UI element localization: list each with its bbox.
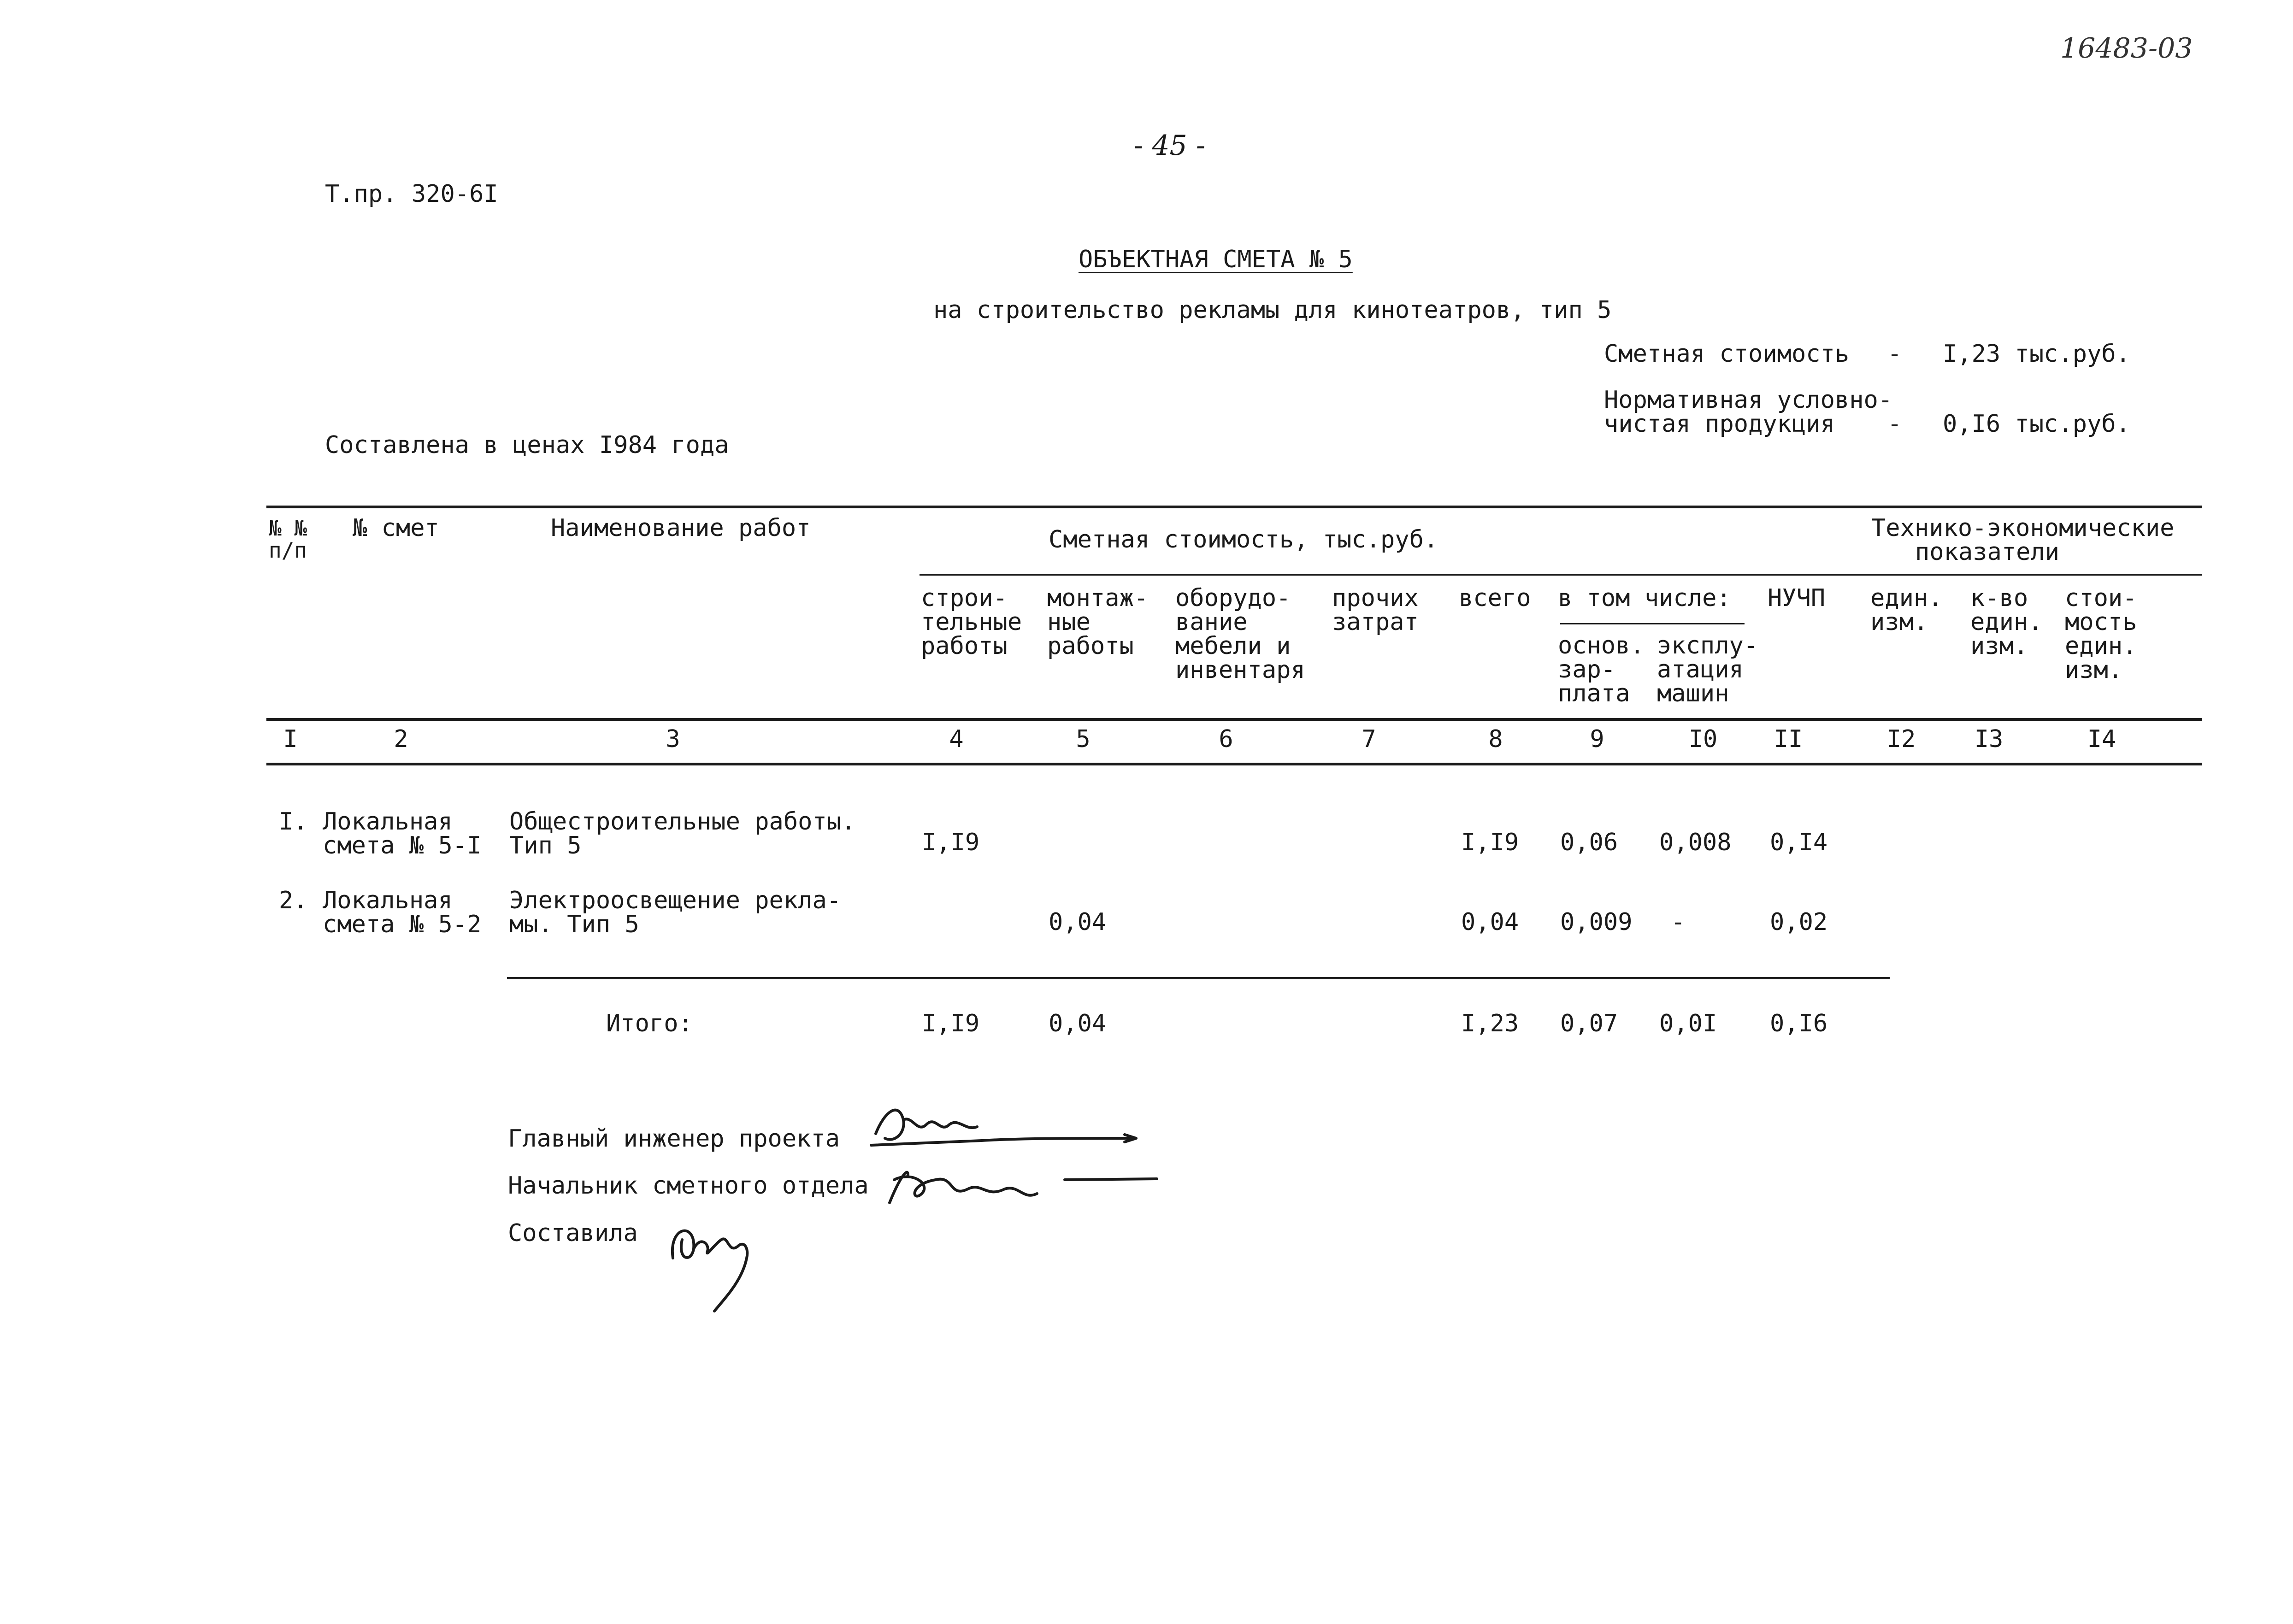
header-machines-2: атация	[1657, 656, 1744, 683]
signature-chief-engineer	[867, 1092, 1152, 1161]
row-1-machines: 0,008	[1659, 829, 1732, 856]
row-2-machines: -	[1671, 908, 1686, 936]
column-number-14: I4	[2087, 725, 2116, 753]
row-2-wages: 0,009	[1560, 908, 1633, 936]
header-machines-3: машин	[1657, 680, 1729, 707]
header-unit-1: един.	[1870, 584, 1943, 612]
header-unit-cost-3: един.	[2065, 632, 2137, 660]
project-code: Т.пр. 320-6I	[325, 180, 498, 208]
row-1-name-1: Общестроительные работы.	[509, 808, 856, 836]
row-2-num: 2.	[279, 887, 308, 914]
header-bottom-rule	[266, 718, 2202, 721]
header-unit-cost-1: стои-	[2065, 584, 2137, 612]
row-1-construction: I,I9	[922, 829, 980, 856]
norm-dash: -	[1887, 410, 1902, 438]
header-construction-2: тельные	[921, 608, 1022, 636]
row-2-estimate-1: Локальная	[323, 887, 453, 914]
header-equipment-2: вание	[1175, 608, 1248, 636]
totals-nuchp: 0,I6	[1770, 1010, 1828, 1037]
header-qty-2: един.	[1970, 608, 2043, 636]
row-2-total: 0,04	[1461, 908, 1519, 936]
signature-label-estimate-head: Начальник сметного отдела	[508, 1172, 869, 1200]
header-work-name: Наименование работ	[551, 514, 811, 542]
totals-rule	[507, 977, 1890, 979]
column-numbers-rule	[266, 763, 2202, 765]
header-tech-group-2: показатели	[1915, 538, 2060, 566]
cost-label: Сметная стоимость	[1604, 340, 1850, 368]
row-1-wages: 0,06	[1560, 829, 1618, 856]
signature-label-compiled-by: Составила	[508, 1219, 638, 1247]
row-2-name-1: Электроосвещение рекла-	[509, 887, 842, 914]
header-construction-3: работы	[921, 632, 1008, 660]
header-machines-1: эксплу-	[1657, 632, 1758, 659]
header-unit-cost-2: мость	[2065, 608, 2137, 636]
table-top-rule	[266, 506, 2202, 508]
column-number-5: 5	[1076, 725, 1091, 753]
cost-value: I,23 тыс.руб.	[1943, 340, 2130, 368]
column-number-7: 7	[1362, 725, 1376, 753]
column-number-12: I2	[1886, 725, 1916, 753]
header-total: всего	[1459, 584, 1531, 612]
header-tech-group-1: Технико-экономические	[1871, 514, 2175, 542]
header-installation-3: работы	[1047, 632, 1134, 660]
signature-compiled-by	[668, 1207, 807, 1318]
row-2-name-2: мы. Тип 5	[509, 911, 639, 938]
column-number-8: 8	[1488, 725, 1503, 753]
document-subtitle: на строительство рекламы для кинотеатров, тип 5	[933, 296, 1612, 324]
header-unit-2: изм.	[1870, 608, 1928, 636]
column-number-11: II	[1774, 725, 1803, 753]
column-number-4: 4	[949, 725, 964, 753]
header-num-2: п/п	[269, 538, 307, 563]
page-number: - 45 -	[1134, 129, 1206, 162]
column-number-10: I0	[1688, 725, 1718, 753]
row-1-estimate-2: смета № 5-I	[323, 832, 482, 859]
totals-label: Итого:	[606, 1010, 693, 1037]
header-num-1: № №	[269, 516, 307, 541]
header-installation-2: ные	[1047, 608, 1091, 636]
column-number-3: 3	[666, 725, 680, 753]
header-qty-3: изм.	[1970, 632, 2028, 660]
row-1-num: I.	[279, 808, 308, 836]
header-equipment-1: оборудо-	[1175, 584, 1291, 612]
including-rule	[1560, 623, 1745, 624]
row-2-nuchp: 0,02	[1770, 908, 1828, 936]
column-number-6: 6	[1219, 725, 1233, 753]
column-number-9: 9	[1590, 725, 1604, 753]
signature-label-chief-engineer: Главный инженер проекта	[508, 1125, 840, 1153]
header-other-1: прочих	[1332, 584, 1419, 612]
header-equipment-4: инвентаря	[1175, 656, 1305, 684]
totals-wages: 0,07	[1560, 1010, 1618, 1037]
column-number-1: I	[283, 725, 298, 753]
row-1-nuchp: 0,I4	[1770, 829, 1828, 856]
header-nuchp: НУЧП	[1768, 584, 1826, 612]
row-2-installation: 0,04	[1049, 908, 1107, 936]
row-2-estimate-2: смета № 5-2	[323, 911, 482, 938]
totals-machines: 0,0I	[1659, 1010, 1717, 1037]
archive-number: 16483-03	[2060, 32, 2193, 65]
prices-note: Составлена в ценах I984 года	[325, 431, 729, 459]
totals-installation: 0,04	[1049, 1010, 1107, 1037]
header-installation-1: монтаж-	[1047, 584, 1149, 612]
totals-construction: I,I9	[922, 1010, 980, 1037]
header-estimate-no: № смет	[353, 514, 439, 542]
header-wages-3: плата	[1558, 680, 1630, 707]
cost-group-rule	[920, 574, 2202, 576]
header-other-2: затрат	[1332, 608, 1419, 636]
signature-estimate-head	[880, 1152, 1166, 1217]
norm-value: 0,I6 тыс.руб.	[1943, 410, 2130, 438]
cost-dash: -	[1887, 340, 1902, 368]
column-number-13: I3	[1974, 725, 2004, 753]
header-wages-1: основ.	[1558, 632, 1645, 659]
row-1-total: I,I9	[1461, 829, 1519, 856]
row-1-estimate-1: Локальная	[323, 808, 453, 836]
column-number-2: 2	[394, 725, 408, 753]
norm-label-1: Нормативная условно-	[1604, 386, 1893, 414]
header-including: в том числе:	[1558, 584, 1731, 612]
row-1-name-2: Тип 5	[509, 832, 582, 859]
header-construction-1: строи-	[921, 584, 1008, 612]
totals-total: I,23	[1461, 1010, 1519, 1037]
header-equipment-3: мебели и	[1175, 632, 1291, 660]
norm-label-2: чистая продукция	[1604, 410, 1835, 438]
header-wages-2: зар-	[1558, 656, 1616, 683]
header-cost-group: Сметная стоимость, тыс.руб.	[1049, 526, 1438, 553]
header-qty-1: к-во	[1970, 584, 2028, 612]
header-unit-cost-4: изм.	[2065, 656, 2123, 684]
document-title: ОБЪЕКТНАЯ СМЕТА № 5	[1079, 246, 1353, 273]
